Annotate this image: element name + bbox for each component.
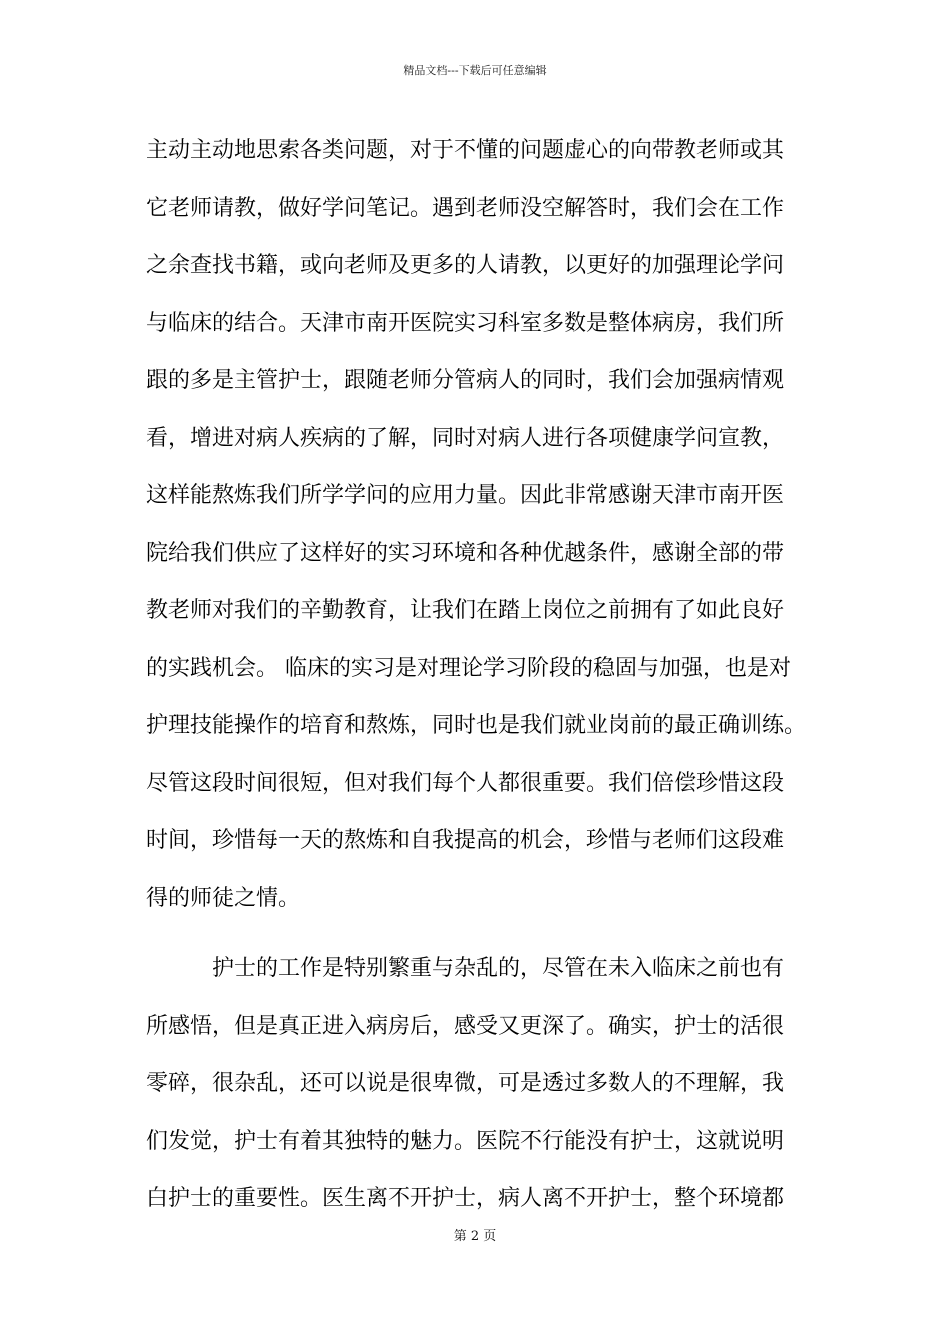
page-suffix: 页 <box>483 1229 497 1244</box>
text-line: 零碎，很杂乱，还可以说是很卑微，可是透过多数人的不理解，我 <box>146 1071 785 1096</box>
page-prefix: 第 <box>453 1229 467 1244</box>
text-line: 这样能熬炼我们所学学问的应用力量。因此非常感谢天津市南开医 <box>146 483 785 508</box>
text-line: 所感悟，但是真正进入病房后，感受又更深了。确实，护士的活很 <box>146 1013 785 1039</box>
text-line: 与临床的结合。天津市南开医院实习科室多数是整体病房，我们所 <box>146 310 785 336</box>
page-header: 精品文档---下载后可任意编辑 <box>403 64 547 77</box>
text-line: 时间，珍惜每一天的熬炼和自我提高的机会，珍惜与老师们这段难 <box>146 828 785 853</box>
page-number: 2 <box>470 1229 480 1244</box>
text-line: 得的师徒之情。 <box>146 885 301 911</box>
text-line: 尽管这段时间很短，但对我们每个人都很重要。我们倍偿珍惜这段 <box>146 770 785 796</box>
text-line: 它老师请教，做好学问笔记。遇到老师没空解答时，我们会在工作 <box>146 195 785 221</box>
text-line: 们发觉，护士有着其独特的魅力。医院不行能没有护士，这就说明 <box>146 1128 785 1154</box>
page-footer <box>0 1229 950 1245</box>
text-line: 主动主动地思索各类问题，对于不懂的问题虚心的向带教老师或其 <box>146 138 785 163</box>
text-line: 护士的工作是特别繁重与杂乱的，尽管在未入临床之前也有 <box>212 956 785 981</box>
text-line: 之余查找书籍，或向老师及更多的人请教，以更好的加强理论学问 <box>146 253 785 278</box>
paragraph-gap <box>146 933 826 946</box>
text-line: 跟的多是主管护士，跟随老师分管病人的同时，我们会加强病情观 <box>146 368 785 393</box>
document-body <box>146 128 826 1234</box>
text-line: 护理技能操作的培育和熬炼，同时也是我们就业岗前的最正确训练。 <box>146 713 807 738</box>
text-line: 看，增进对病人疾病的了解，同时对病人进行各项健康学问宣教， <box>146 425 785 451</box>
text-line: 教老师对我们的辛勤教育，让我们在踏上岗位之前拥有了如此良好 <box>146 598 785 623</box>
paragraph-2 <box>146 946 826 1234</box>
paragraph-1 <box>146 128 826 933</box>
text-line: 的实践机会。 临床的实习是对理论学习阶段的稳固与加强，也是对 <box>146 655 791 681</box>
text-line: 白护士的重要性。医生离不开护士，病人离不开护士，整个环境都 <box>146 1186 785 1211</box>
text-line: 院给我们供应了这样好的实习环境和各种优越条件，感谢全部的带 <box>146 540 785 566</box>
